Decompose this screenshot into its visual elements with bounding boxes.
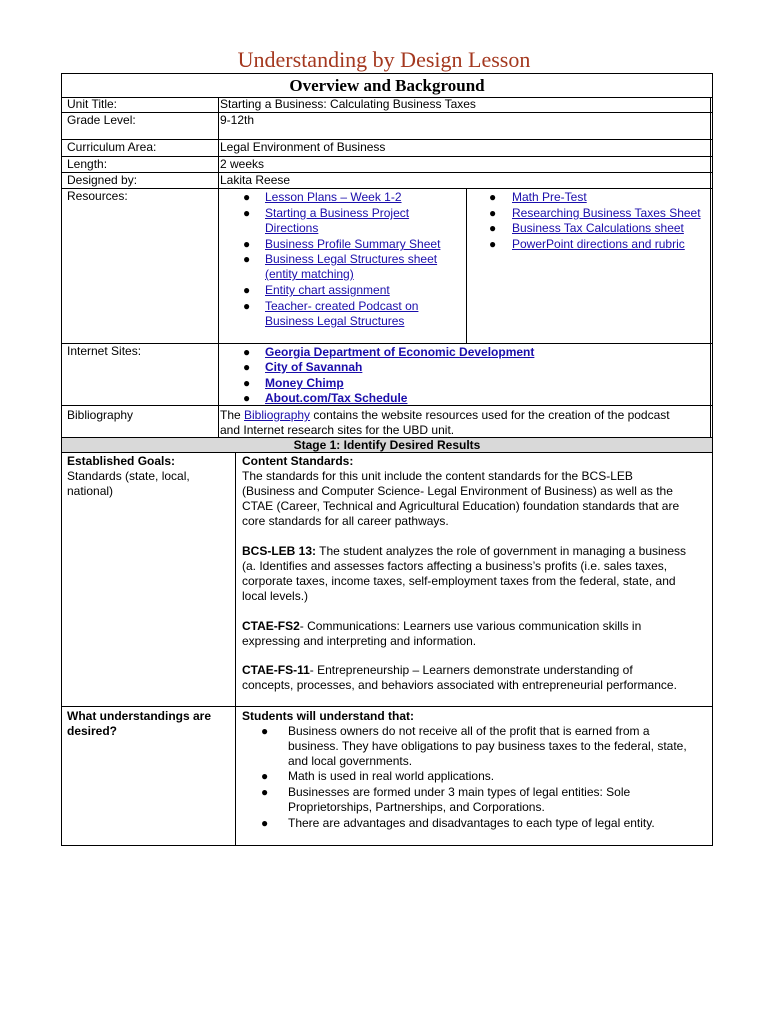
rule [62,706,712,707]
standard-code: BCS-LEB 13: [242,544,317,558]
bullet-icon: ● [243,237,251,251]
resource-link-cont[interactable]: (entity matching) [265,267,354,281]
internet-sites-label: Internet Sites: [67,344,142,358]
paragraph-line: The standards for this unit include the content standards for the BCS-LEB [242,469,633,483]
understanding-line: There are advantages and disadvantages to each type of legal entity. [288,816,655,830]
bullet-icon: ● [243,376,251,390]
understanding-line: Businesses are formed under 3 main types of legal entities: Sole [288,785,631,799]
bibliography-link[interactable]: Bibliography [244,408,311,422]
paragraph-line: corporate taxes, income taxes, self-employment taxes from the federal, state, and [242,574,676,588]
bullet-icon: ● [243,190,251,204]
rule [62,343,712,344]
internet-link[interactable]: About.com/Tax Schedule [265,391,408,405]
bibliography-text [220,408,670,423]
grade-level-label: Grade Level: [67,113,136,127]
rule [235,452,236,846]
internet-link[interactable]: City of Savannah [265,360,363,374]
content-standards-heading: Content Standards: [242,454,354,468]
paragraph-line: core standards for all career pathways. [242,514,449,528]
lesson-table [61,73,713,846]
length-value: 2 weeks [220,157,265,171]
stage-title: Stage 1: Identify Desired Results [293,438,481,452]
bullet-icon: ● [489,206,497,220]
length-label: Length: [67,157,108,171]
paragraph-line: concepts, processes, and behaviors associated with entrepreneurial performance. [242,678,677,692]
bullet-icon: ● [243,391,251,405]
understanding-line: Math is used in real world applications. [288,769,495,783]
unit-title-label: Unit Title: [67,97,118,111]
rule [62,172,712,173]
bullet-icon: ● [489,190,497,204]
bullet-icon: ● [489,221,497,235]
understandings-label-cont: desired? [67,724,118,738]
resource-link[interactable]: Starting a Business Project [265,206,410,220]
resource-link[interactable]: PowerPoint directions and rubric [512,237,685,251]
standard-line [242,544,686,559]
bullet-icon: ● [243,206,251,220]
bullet-icon: ● [243,360,251,374]
resource-link[interactable]: Business Profile Summary Sheet [265,237,441,251]
bullet-icon: ● [243,252,251,266]
designed-by-label: Designed by: [67,173,138,187]
rule [62,156,712,157]
standard-line [242,663,633,678]
page-title: Understanding by Design Lesson [237,47,531,72]
rule [466,188,467,343]
bibliography-post: contains the website resources used for the creation of the podcast [310,408,670,422]
grade-level-value: 9-12th [220,113,255,127]
understanding-line: Business owners do not receive all of the profit that is earned from a [288,724,650,738]
understanding-line: and local governments. [288,754,413,768]
internet-link[interactable]: Georgia Department of Economic Development [265,345,535,359]
goals-sub: Standards (state, local, [67,469,190,483]
curriculum-area-value: Legal Environment of Business [220,140,386,154]
bullet-icon: ● [243,345,251,359]
understanding-line: Proprietorships, Partnerships, and Corporations. [288,800,545,814]
bullet-icon: ● [243,283,251,297]
resource-link[interactable]: Entity chart assignment [265,283,390,297]
standard-code: CTAE-FS-11 [242,663,310,677]
standard-code: CTAE-FS2 [242,619,300,633]
bullet-icon: ● [261,785,269,799]
paragraph-line: expressing and interpreting and information. [242,634,477,648]
standard-text: - Entrepreneurship – Learners demonstrate understanding of [309,663,633,677]
paragraph-line: local levels.) [242,589,309,603]
resources-label: Resources: [67,189,128,203]
resource-link[interactable]: Business Tax Calculations sheet [512,221,684,235]
internet-link[interactable]: Money Chimp [265,376,344,390]
paragraph-line: (a. Identifies and assesses factors affecting a business’s profits (i.e. sales taxes, [242,559,668,573]
bullet-icon: ● [261,724,269,738]
rule [710,97,711,437]
resource-link[interactable]: Business Legal Structures sheet [265,252,438,266]
understandings-heading: Students will understand that: [242,709,415,723]
designed-by-value: Lakita Reese [220,173,291,187]
paragraph-line: (Business and Computer Science- Legal Environment of Business) as well as the [242,484,673,498]
understandings-label: What understandings are [67,709,212,723]
rule [62,452,712,453]
resource-link[interactable]: Lesson Plans – Week 1-2 [265,190,402,204]
resource-link-cont[interactable]: Directions [265,221,319,235]
resource-link[interactable]: Researching Business Taxes Sheet [512,206,701,220]
rule [62,112,712,113]
goals-label: Established Goals: [67,454,176,468]
stage-header [62,438,712,452]
rule [62,139,712,140]
standard-line [242,619,641,634]
bullet-icon: ● [243,299,251,313]
resource-link[interactable]: Teacher- created Podcast on [265,299,419,313]
resource-link[interactable]: Math Pre-Test [512,190,587,204]
standard-text: - Communications: Learners use various communication skills in [299,619,642,633]
bibliography-text-cont: and Internet research sites for the UBD unit. [220,423,455,437]
rule [218,97,219,437]
bibliography-label: Bibliography [67,408,134,422]
bullet-icon: ● [261,769,269,783]
resource-link-cont[interactable]: Business Legal Structures [265,314,405,328]
bibliography-pre: The [220,408,245,422]
section-title: Overview and Background [289,76,485,95]
rule [62,188,712,189]
curriculum-area-label: Curriculum Area: [67,140,157,154]
unit-title-value: Starting a Business: Calculating Business Taxes [220,97,476,111]
understanding-line: business. They have obligations to pay business taxes to the federal, state, [288,739,687,753]
bullet-icon: ● [261,816,269,830]
paragraph-line: CTAE (Career, Technical and Agricultural Education) foundation standards that are [242,499,680,513]
bullet-icon: ● [489,237,497,251]
standard-text: The student analyzes the role of government in managing a business [316,544,687,558]
goals-sub: national) [67,484,114,498]
